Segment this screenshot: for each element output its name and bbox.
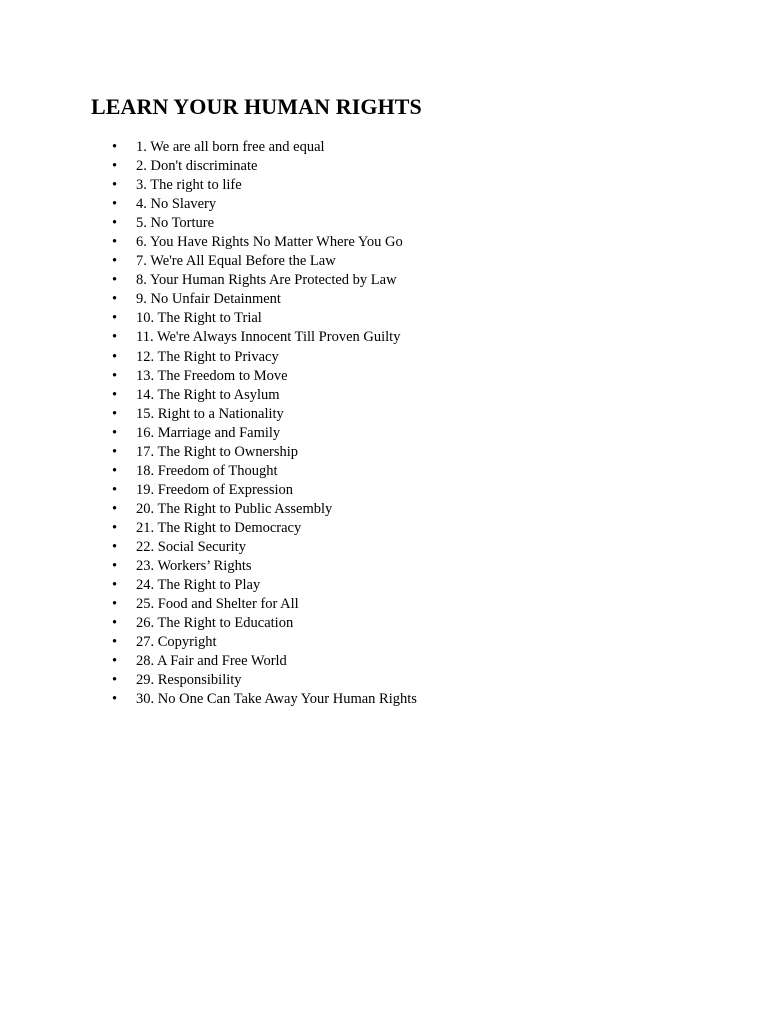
bullet-icon: • — [112, 291, 118, 308]
bullet-icon: • — [112, 348, 118, 365]
list-item-text: 26. The Right to Education — [136, 615, 294, 632]
bullet-icon: • — [112, 367, 118, 384]
bullet-icon: • — [112, 462, 118, 479]
list-item-text: 21. The Right to Democracy — [136, 519, 302, 536]
list-item-text: 28. A Fair and Free World — [136, 653, 287, 670]
list-item-text: 2. Don't discriminate — [136, 158, 258, 175]
list-item-text: 15. Right to a Nationality — [136, 405, 284, 422]
bullet-icon: • — [112, 310, 118, 327]
list-item-text: 11. We're Always Innocent Till Proven Guilty — [136, 329, 401, 346]
bullet-icon: • — [112, 329, 118, 346]
list-item-text: 14. The Right to Asylum — [136, 386, 280, 403]
list-item-text: 12. The Right to Privacy — [136, 348, 279, 365]
list-item-text: 27. Copyright — [136, 634, 217, 651]
document-title: LEARN YOUR HUMAN RIGHTS — [91, 94, 422, 119]
bullet-icon: • — [112, 215, 118, 232]
list-item-text: 23. Workers’ Rights — [136, 558, 252, 575]
list-item-text: 1. We are all born free and equal — [136, 139, 325, 155]
bullet-icon: • — [112, 500, 118, 517]
bullet-icon: • — [112, 615, 118, 632]
list-item-text: 9. No Unfair Detainment — [136, 291, 281, 308]
list-item-text: 25. Food and Shelter for All — [136, 596, 299, 613]
list-item-text: 18. Freedom of Thought — [136, 462, 278, 479]
bullet-icon: • — [112, 538, 118, 555]
bullet-icon: • — [112, 653, 118, 670]
list-item-text: 30. No One Can Take Away Your Human Rights — [136, 691, 417, 708]
list-item-text: 22. Social Security — [136, 538, 246, 555]
bullet-icon: • — [112, 519, 118, 536]
list-item-text: 10. The Right to Trial — [136, 310, 262, 327]
bullet-icon: • — [112, 481, 118, 498]
list-item-text: 5. No Torture — [136, 215, 215, 232]
bullet-icon: • — [112, 158, 118, 175]
list-item-text: 19. Freedom of Expression — [136, 481, 294, 498]
bullet-icon: • — [112, 386, 118, 403]
list-item-text: 16. Marriage and Family — [136, 424, 281, 441]
list-item-text: 8. Your Human Rights Are Protected by Law — [136, 272, 397, 289]
bullet-icon: • — [112, 672, 118, 689]
bullet-icon: • — [112, 577, 118, 594]
list-item-text: 6. You Have Rights No Matter Where You Go — [136, 234, 403, 251]
bullet-icon: • — [112, 272, 118, 289]
list-item-text: 3. The right to life — [136, 177, 242, 194]
list-item-text: 29. Responsibility — [136, 672, 242, 689]
bullet-icon: • — [112, 139, 118, 155]
bullet-icon: • — [112, 691, 118, 708]
bullet-icon: • — [112, 634, 118, 651]
list-item-text: 13. The Freedom to Move — [136, 367, 288, 384]
bullet-icon: • — [112, 405, 118, 422]
list-item-text: 24. The Right to Play — [136, 577, 261, 594]
list-item-text: 4. No Slavery — [136, 196, 217, 213]
bullet-icon: • — [112, 177, 118, 194]
bullet-icon: • — [112, 253, 118, 270]
bullet-icon: • — [112, 443, 118, 460]
bullet-icon: • — [112, 196, 118, 213]
bullet-icon: • — [112, 234, 118, 251]
list-item-text: 20. The Right to Public Assembly — [136, 500, 333, 517]
bullet-icon: • — [112, 596, 118, 613]
bullet-icon: • — [112, 424, 118, 441]
list-item-text: 17. The Right to Ownership — [136, 443, 299, 460]
list-item-text: 7. We're All Equal Before the Law — [136, 253, 336, 270]
bullet-icon: • — [112, 558, 118, 575]
